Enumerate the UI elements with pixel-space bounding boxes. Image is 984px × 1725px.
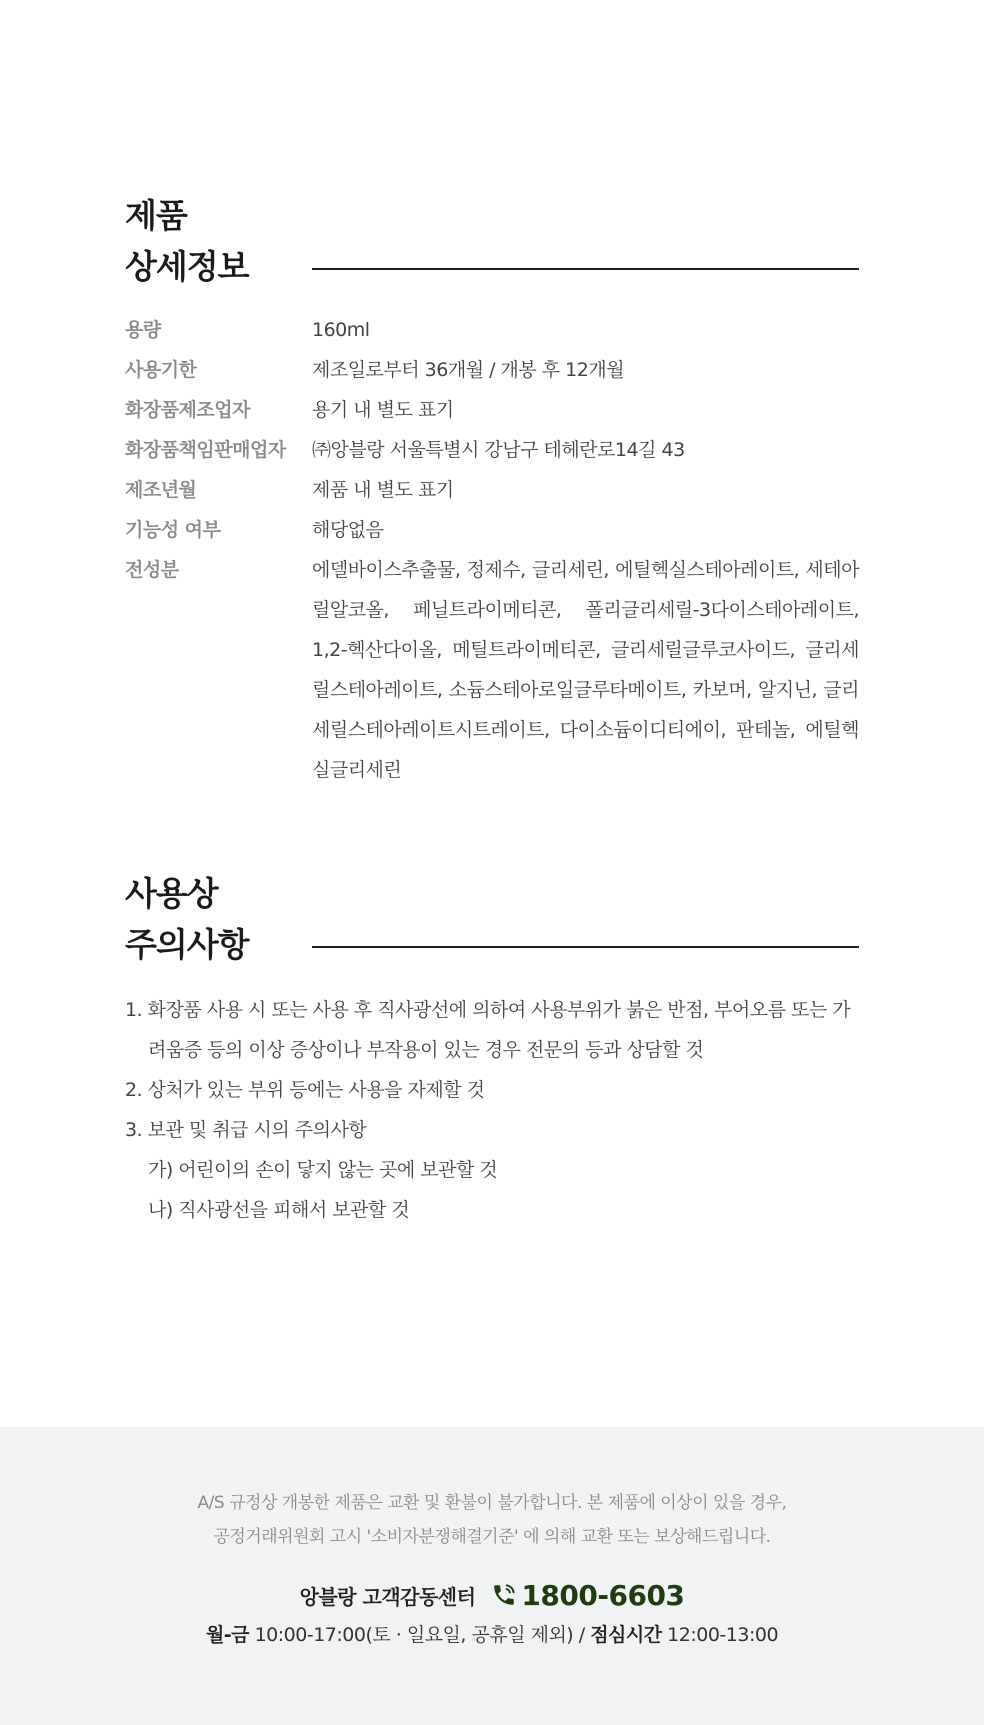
spec-label: 기능성 여부	[125, 519, 221, 541]
cautions-title	[125, 868, 859, 970]
lunch-label: 점심시간	[590, 1624, 662, 1646]
product-details-title-line1: 제품	[125, 196, 187, 235]
customer-center-name: 앙블랑 고객감동센터	[299, 1584, 476, 1609]
caution-sub-item: 가) 어린이의 손이 닿지 않는 곳에 보관할 것	[148, 1159, 498, 1181]
spec-value: 에델바이스추출물, 정제수, 글리세린, 에틸헥실스테아레이트, 세테아릴알코올, 페닐트라이메티콘, 폴리글리세릴-3다이스테아레이트, 1,2-헥산다이올, 메틸트라이메티콘, 글리세릴글루코사이드, 글리세릴스테아레이트, 소듐스테아로일글루타메이트, 카보머, 알지닌, 글리세릴스테아레이트시트레이트, 다이소듐이디티에이, 판테놀, 에틸헥실글리세린	[312, 559, 859, 781]
cautions-section	[125, 868, 859, 1230]
customer-center-line	[0, 1574, 984, 1616]
weekday-label: 월-금	[205, 1624, 250, 1646]
spec-label: 화장품책임판매업자	[125, 439, 286, 461]
spec-row-distributor	[125, 430, 859, 470]
product-details-section	[125, 190, 859, 790]
spec-label: 용량	[125, 319, 161, 341]
spec-label: 제조년월	[125, 479, 197, 501]
section-divider	[312, 268, 859, 270]
spec-value: 제품 내 별도 표기	[312, 479, 454, 501]
spec-label: 사용기한	[125, 359, 197, 381]
spec-row-ingredients	[125, 550, 859, 790]
spec-value: ㈜앙블랑 서울특별시 강남구 테헤란로14길 43	[312, 439, 685, 461]
notice-line: A/S 규정상 개봉한 제품은 교환 및 환불이 불가합니다. 본 제품에 이상이 있을 경우,	[197, 1493, 787, 1513]
spec-value: 해당없음	[312, 519, 384, 541]
lunch-hours: 12:00-13:00	[667, 1624, 779, 1646]
section-divider	[312, 946, 859, 948]
spec-label: 화장품제조업자	[125, 399, 250, 421]
spec-value: 용기 내 별도 표기	[312, 399, 454, 421]
business-hours	[0, 1620, 984, 1647]
notice-line: 공정거래위원회 고시 '소비자분쟁해결기준' 에 의해 교환 또는 보상해드립니다.	[213, 1527, 771, 1547]
caution-item: 1. 화장품 사용 시 또는 사용 후 직사광선에 의하여 사용부위가 붉은 반점, 부어오름 또는 가려움증 등의 이상 증상이나 부작용이 있는 경우 전문의 등과 상담할 것	[125, 999, 851, 1061]
product-details-title-line2: 상세정보	[125, 247, 249, 286]
weekday-hours: 10:00-17:00(토 · 일요일, 공휴일 제외) /	[254, 1624, 585, 1646]
cautions-header	[125, 868, 859, 968]
phone-icon	[491, 1582, 517, 1608]
cautions-list	[125, 990, 859, 1230]
product-details-title	[125, 190, 859, 292]
cautions-title-line2: 주의사항	[125, 925, 249, 964]
spec-value: 제조일로부터 36개월 / 개봉 후 12개월	[312, 359, 625, 381]
as-policy-notice	[0, 1486, 984, 1554]
customer-center-phone[interactable]: 1800-6603	[521, 1578, 685, 1612]
spec-table	[125, 310, 859, 790]
caution-item: 3. 보관 및 취급 시의 주의사항	[125, 1119, 367, 1141]
spec-row-manufacture-date	[125, 470, 859, 510]
spec-label: 전성분	[125, 559, 179, 581]
product-details-header	[125, 190, 859, 290]
spec-row-manufacturer	[125, 390, 859, 430]
caution-sub-item: 나) 직사광선을 피해서 보관할 것	[148, 1199, 410, 1221]
spec-row-expiry	[125, 350, 859, 390]
customer-service-footer	[0, 1427, 984, 1725]
spec-value: 160ml	[312, 319, 370, 341]
caution-item: 2. 상처가 있는 부위 등에는 사용을 자제할 것	[125, 1079, 485, 1101]
spec-row-volume	[125, 310, 859, 350]
spec-row-functional	[125, 510, 859, 550]
cautions-title-line1: 사용상	[125, 874, 218, 913]
